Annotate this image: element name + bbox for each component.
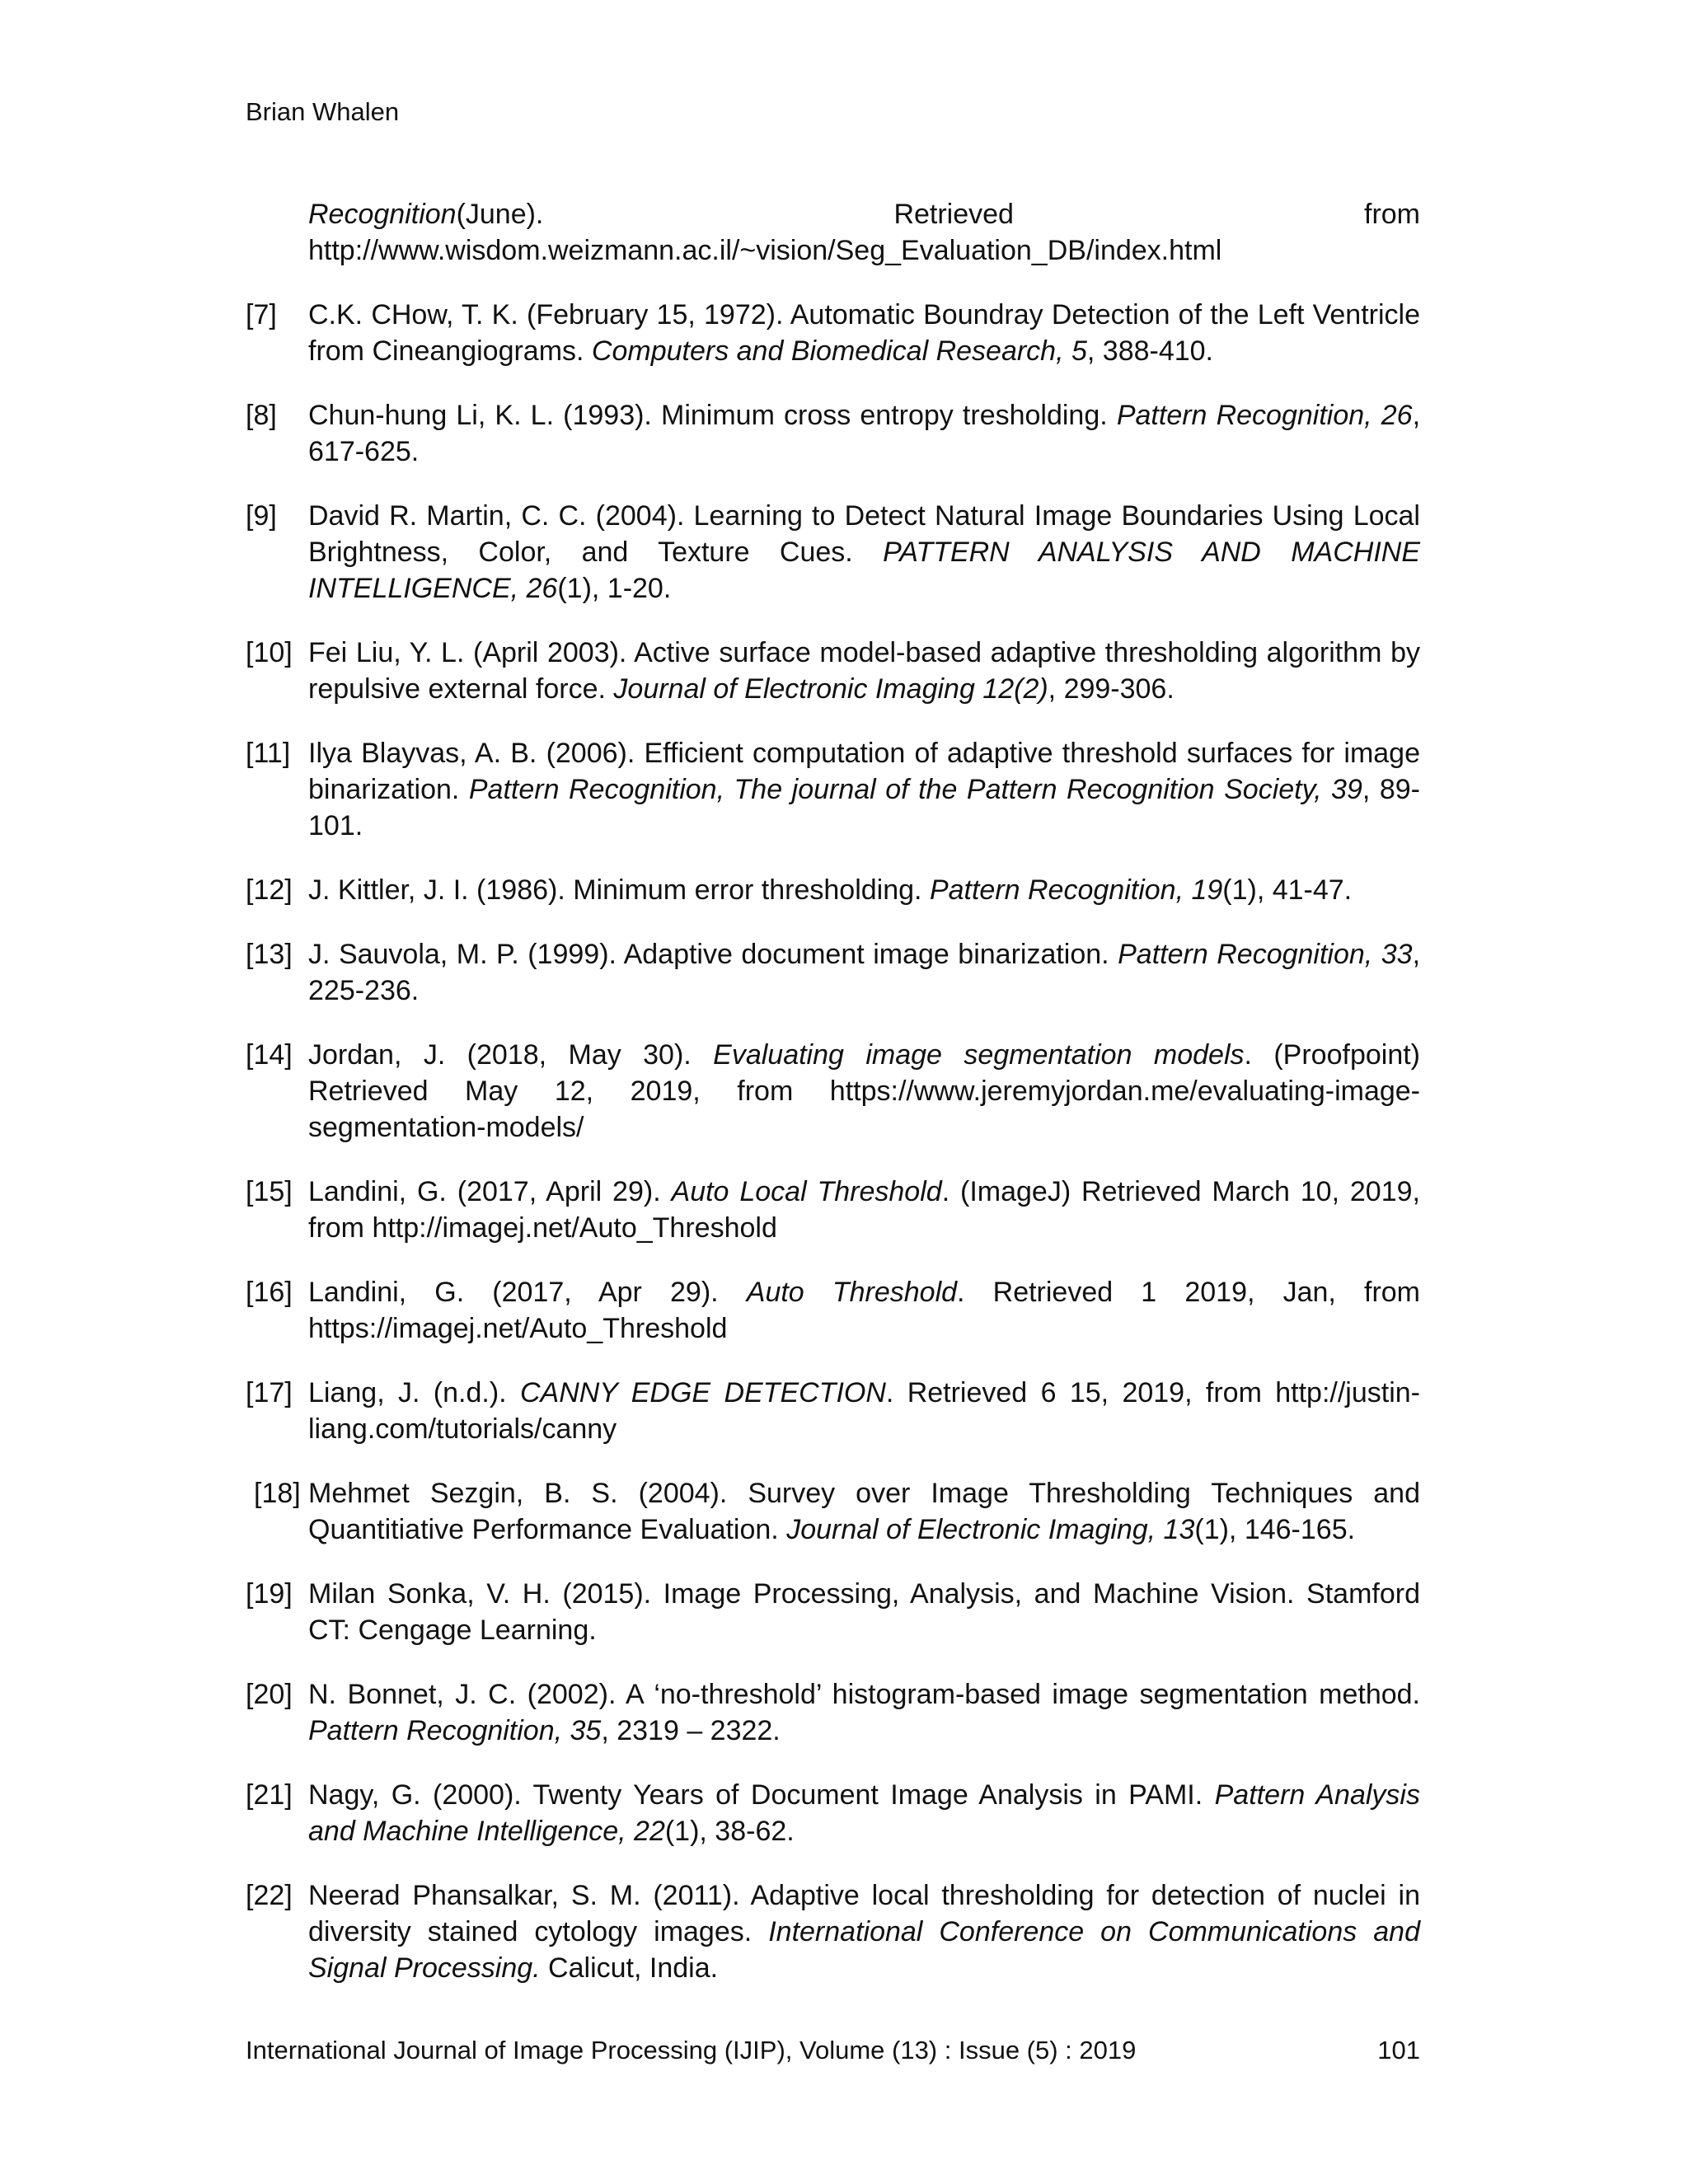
reference-italic-segment: Auto Threshold bbox=[746, 1277, 958, 1308]
reference-italic-segment: Pattern Recognition, 33 bbox=[1118, 939, 1413, 970]
reference-italic-segment: Pattern Recognition, 26 bbox=[1116, 400, 1413, 431]
reference-segment: Calicut, India. bbox=[540, 1952, 719, 1984]
reference-segment: , 225-236. bbox=[308, 939, 1421, 1006]
page-number: 101 bbox=[1377, 2036, 1420, 2064]
reference-number: [19] bbox=[246, 1578, 293, 1610]
reference-italic-segment: CANNY EDGE DETECTION bbox=[519, 1377, 886, 1408]
reference-italic-segment: Evaluating image segmentation models bbox=[713, 1039, 1245, 1071]
reference-segment: Chun-hung Li, K. L. (1993). Minimum cross entropy tresholding. bbox=[308, 400, 1117, 431]
reference-text bbox=[308, 1475, 1420, 1548]
reference-continuation bbox=[246, 196, 1420, 269]
reference-entry bbox=[246, 1576, 1420, 1648]
reference-segment: Ilya Blayvas, A. B. (2006). Efficient computation of adaptive threshold surfaces for image binarization. bbox=[308, 738, 1420, 805]
reference-segment: Liang, J. (n.d.). bbox=[308, 1377, 520, 1408]
reference-segment: . (Proofpoint) Retrieved May 12, 2019, from https://www.jeremyjordan.me/evaluating-image-segmentation-models/ bbox=[308, 1039, 1420, 1143]
page-footer bbox=[246, 2036, 1420, 2065]
reference-entry bbox=[246, 1475, 1420, 1548]
reference-number: [15] bbox=[246, 1176, 293, 1207]
reference-segment: . Retrieved 1 2019, Jan, from https://imagej.net/Auto_Threshold bbox=[308, 1277, 1420, 1344]
reference-text bbox=[308, 1877, 1420, 1986]
reference-text bbox=[308, 1375, 1420, 1447]
reference-segment: Neerad Phansalkar, S. M. (2011). Adaptive local thresholding for detection of nuclei in diversity stained cytology images. bbox=[308, 1880, 1420, 1947]
reference-italic-segment: International Conference on Communications and Signal Processing. bbox=[308, 1916, 1420, 1984]
continuation-retrieved: Retrieved bbox=[893, 199, 1014, 230]
reference-segment: Milan Sonka, V. H. (2015). Image Processing, Analysis, and Machine Vision. Stamford CT: Cengage Learning. bbox=[308, 1578, 1420, 1646]
reference-text bbox=[308, 1676, 1420, 1749]
reference-text bbox=[308, 936, 1420, 1009]
reference-segment: Mehmet Sezgin, B. S. (2004). Survey over Image Thresholding Techniques and Quantitiative Performance Evaluation. bbox=[308, 1478, 1420, 1545]
reference-segment: N. Bonnet, J. C. (2002). A ‘no-threshold’ histogram-based image segmentation method. bbox=[308, 1679, 1420, 1710]
reference-italic-segment: Journal of Electronic Imaging, 13 bbox=[786, 1514, 1195, 1545]
reference-number: [14] bbox=[246, 1039, 293, 1071]
reference-segment: . (ImageJ) Retrieved March 10, 2019, from http://imagej.net/Auto_Threshold bbox=[308, 1176, 1420, 1244]
reference-number: [16] bbox=[246, 1277, 293, 1308]
reference-entry bbox=[246, 397, 1420, 470]
reference-entry bbox=[246, 635, 1420, 707]
continuation-title: Recognition bbox=[308, 199, 457, 230]
reference-entry bbox=[246, 936, 1420, 1009]
reference-entry bbox=[246, 1174, 1420, 1246]
continuation-date: (June). bbox=[456, 199, 544, 230]
reference-entry bbox=[246, 1777, 1420, 1849]
continuation-from: from bbox=[1364, 199, 1420, 230]
reference-text bbox=[308, 735, 1420, 844]
reference-text bbox=[308, 872, 1420, 908]
reference-italic-segment: Pattern Analysis and Machine Intelligence, 22 bbox=[308, 1779, 1420, 1847]
reference-segment: J. Sauvola, M. P. (1999). Adaptive document image binarization. bbox=[308, 939, 1118, 970]
reference-number: [7] bbox=[246, 299, 277, 330]
footer-journal: International Journal of Image Processing (IJIP), Volume (13) : Issue (5) : 2019 bbox=[246, 2036, 1137, 2064]
reference-segment: Jordan, J. (2018, May 30). bbox=[308, 1039, 714, 1071]
reference-number: [21] bbox=[246, 1779, 293, 1811]
reference-segment: Nagy, G. (2000). Twenty Years of Document Image Analysis in PAMI. bbox=[308, 1779, 1215, 1811]
reference-number: [10] bbox=[246, 637, 293, 668]
reference-entry bbox=[246, 735, 1420, 844]
reference-items bbox=[246, 297, 1420, 1986]
reference-text bbox=[308, 1174, 1420, 1246]
reference-number: [12] bbox=[246, 874, 293, 906]
continuation-url: http://www.wisdom.weizmann.ac.il/~vision/Seg_Evaluation_DB/index.html bbox=[308, 235, 1222, 266]
reference-segment: , 299-306. bbox=[1048, 673, 1175, 705]
reference-segment: (1), 1-20. bbox=[557, 573, 672, 604]
reference-segment: Landini, G. (2017, Apr 29). bbox=[308, 1277, 747, 1308]
reference-entry bbox=[246, 1676, 1420, 1749]
reference-entry bbox=[246, 498, 1420, 607]
reference-entry bbox=[246, 1037, 1420, 1146]
reference-segment: J. Kittler, J. I. (1986). Minimum error thresholding. bbox=[308, 874, 930, 906]
reference-entry bbox=[246, 1375, 1420, 1447]
reference-italic-segment: Pattern Recognition, 19 bbox=[929, 874, 1223, 906]
reference-text bbox=[308, 397, 1420, 470]
reference-segment: , 617-625. bbox=[308, 400, 1421, 467]
reference-italic-segment: Computers and Biomedical Research, 5 bbox=[591, 335, 1087, 367]
reference-italic-segment: PATTERN ANALYSIS AND MACHINE INTELLIGENCE, 26 bbox=[308, 537, 1420, 604]
reference-entry bbox=[246, 297, 1420, 369]
reference-segment: , 388-410. bbox=[1086, 335, 1214, 367]
reference-segment: , 89-101. bbox=[308, 774, 1420, 841]
reference-text bbox=[308, 1037, 1420, 1146]
reference-segment: (1), 146-165. bbox=[1194, 1514, 1356, 1545]
reference-number: [20] bbox=[246, 1679, 293, 1710]
reference-segment: , 2319 – 2322. bbox=[601, 1715, 781, 1746]
reference-segment: . Retrieved 6 15, 2019, from http://justin-liang.com/tutorials/canny bbox=[308, 1377, 1420, 1445]
reference-number: [22] bbox=[246, 1880, 293, 1911]
reference-segment: (1), 38-62. bbox=[664, 1816, 795, 1847]
reference-number: [18] bbox=[254, 1478, 301, 1509]
reference-italic-segment: Pattern Recognition, 35 bbox=[308, 1715, 602, 1746]
reference-number: [11] bbox=[246, 738, 291, 769]
reference-segment: Fei Liu, Y. L. (April 2003). Active surface model-based adaptive thresholding algorithm by repulsive external force. bbox=[308, 637, 1420, 705]
reference-text bbox=[308, 1274, 1420, 1347]
reference-entry bbox=[246, 1877, 1420, 1986]
reference-italic-segment: Auto Local Threshold bbox=[671, 1176, 942, 1207]
reference-number: [13] bbox=[246, 939, 293, 970]
reference-number: [8] bbox=[246, 400, 277, 431]
reference-text bbox=[308, 498, 1420, 607]
reference-segment: (1), 41-47. bbox=[1222, 874, 1353, 906]
reference-segment: David R. Martin, C. C. (2004). Learning to Detect Natural Image Boundaries Using Local Brightness, Color, and Texture Cues. bbox=[308, 500, 1420, 568]
reference-text bbox=[308, 1576, 1420, 1648]
reference-text bbox=[308, 1777, 1420, 1849]
reference-number: [9] bbox=[246, 500, 277, 532]
reference-list bbox=[246, 196, 1420, 2014]
reference-segment: Landini, G. (2017, April 29). bbox=[308, 1176, 672, 1207]
reference-text bbox=[308, 635, 1420, 707]
reference-number: [17] bbox=[246, 1377, 293, 1408]
reference-italic-segment: Journal of Electronic Imaging 12(2) bbox=[613, 673, 1048, 705]
reference-segment: C.K. CHow, T. K. (February 15, 1972). Automatic Boundray Detection of the Left Ventricle from Cineangiograms. bbox=[308, 299, 1420, 367]
reference-italic-segment: Pattern Recognition, The journal of the Pattern Recognition Society, 39 bbox=[468, 774, 1362, 805]
reference-entry bbox=[246, 872, 1420, 908]
running-head-author: Brian Whalen bbox=[246, 97, 400, 126]
reference-entry bbox=[246, 1274, 1420, 1347]
reference-text bbox=[308, 297, 1420, 369]
